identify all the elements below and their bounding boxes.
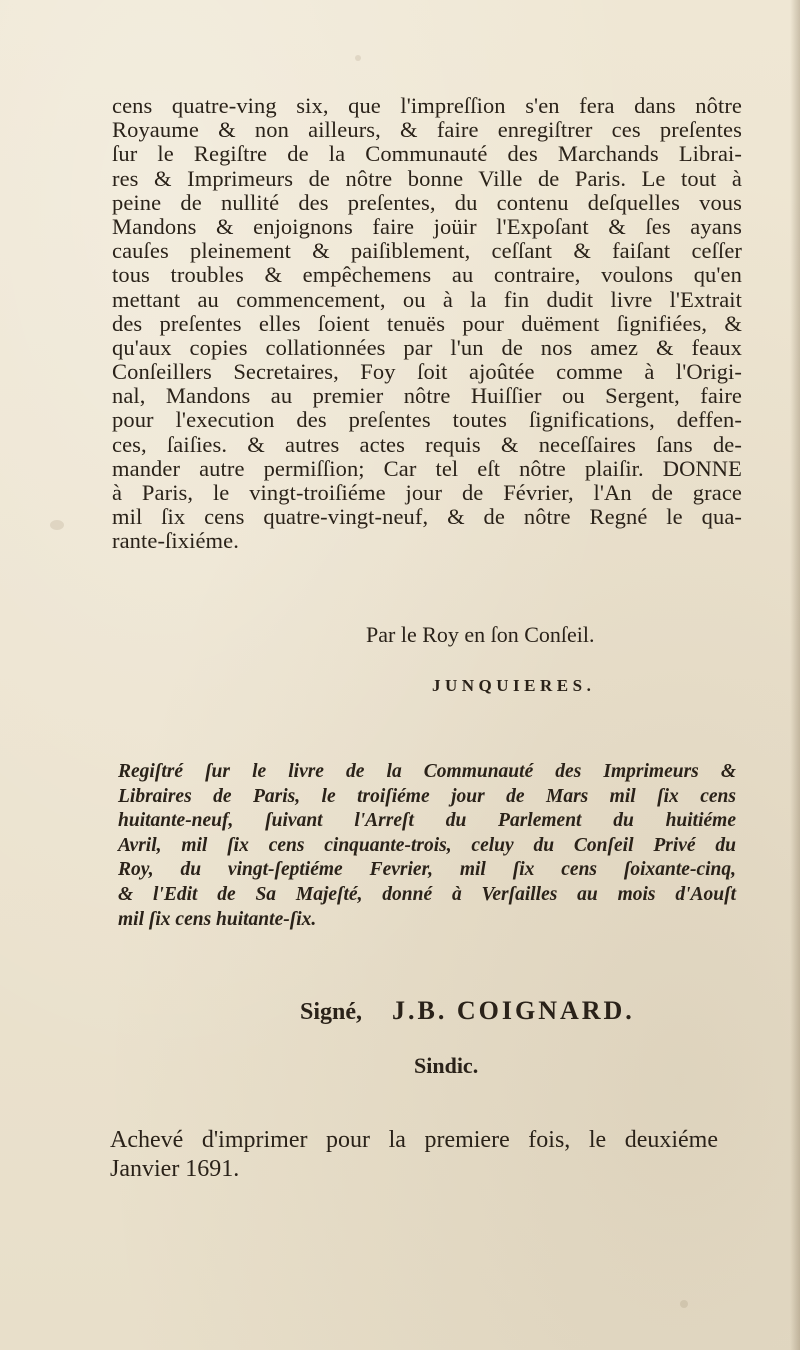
text-line: Conſeillers Secretaires, Foy ſoit ajoûtée comme à l'Origi-: [112, 359, 742, 385]
text-line: mander autre permiſſion; Car tel eſt nôtre plaiſir. DONNE: [112, 455, 742, 481]
registre-line: mil ſix cens huitante-ſix.: [118, 908, 317, 930]
registre-line: Regiſtré ſur le livre de la Communauté des Imprimeurs &: [118, 761, 736, 782]
text-line: qu'aux copies collationnées par l'un de nos amez & feaux: [112, 334, 742, 360]
text-line: Mandons & enjoignons faire joüir l'Expoſant & ſes ayans: [112, 213, 742, 239]
registre-line: Avril, mil ſix cens cinquante-trois, celuy du Conſeil Privé du: [118, 834, 736, 856]
privilege-text: [112, 94, 742, 554]
registre-line: & l'Edit de Sa Majeſté, donné à Verſailles au mois d'Aouſt: [118, 883, 736, 905]
text-line: res & Imprimeurs de nôtre bonne Ville de Paris. Le tout à: [112, 165, 742, 191]
text-line: tous troubles & empêchemens au contraire, voulons qu'en: [112, 262, 742, 288]
colophon-line: Janvier 1691.: [110, 1156, 240, 1182]
par-le-roy-line: Par le Roy en ſon Conſeil.: [366, 622, 595, 647]
registre-line: huitante-neuf, ſuivant l'Arreſt du Parlement du huitiéme: [118, 810, 736, 832]
text-line: cens quatre-ving six, que l'impreſſion s'en fera dans nôtre: [112, 93, 742, 118]
colophon-line: Achevé d'imprimer pour la premiere fois, le deuxiéme: [110, 1127, 718, 1153]
text-line: à Paris, le vingt-troiſiéme jour de Février, l'An de grace: [112, 480, 742, 505]
registre-line: Libraires de Paris, le troiſiéme jour de Mars mil ſix cens: [118, 785, 736, 807]
text-line: Royaume & non ailleurs, & faire enregiſtrer ces preſentes: [112, 117, 742, 143]
colophon: [110, 1126, 718, 1184]
syndic-signature: [300, 996, 635, 1026]
secretary-name: JUNQUIERES.: [432, 676, 596, 695]
syndic-name: J.B. COIGNARD.: [392, 996, 635, 1025]
signe-label: Signé,: [300, 999, 363, 1025]
ink-spot: [50, 520, 64, 530]
text-line: rante-ſixiéme.: [112, 528, 239, 554]
text-line: mettant au commencement, ou à la fin dudit livre l'Extrait: [112, 286, 742, 312]
text-line: des preſentes elles ſoient tenuës pour duëment ſignifiées, &: [112, 310, 742, 336]
text-line: ces, ſaiſies. & autres actes requis & neceſſaires ſans de-: [112, 431, 742, 457]
ink-spot: [355, 55, 361, 61]
text-line: ſur le Regiſtre de la Communauté des Marchands Librai-: [112, 141, 742, 167]
registration-note: [118, 760, 736, 932]
text-line: mil ſix cens quatre-vingt-neuf, & de nôtre Regné le qua-: [112, 504, 742, 530]
text-line: nal, Mandons au premier nôtre Huiſſier ou Sergent, faire: [112, 383, 742, 409]
registre-line: Roy, du vingt-ſeptiéme Fevrier, mil ſix cens ſoixante-cinq,: [118, 859, 736, 881]
ink-spot: [680, 1300, 688, 1308]
text-line: cauſes pleinement & paiſiblement, ceſſant & faiſant ceſſer: [112, 238, 742, 264]
syndic-title: Sindic.: [414, 1053, 479, 1078]
text-line: peine de nullité des preſentes, du contenu deſquelles vous: [112, 189, 742, 215]
text-line: pour l'execution des preſentes toutes ſignifications, deffen-: [112, 407, 742, 433]
